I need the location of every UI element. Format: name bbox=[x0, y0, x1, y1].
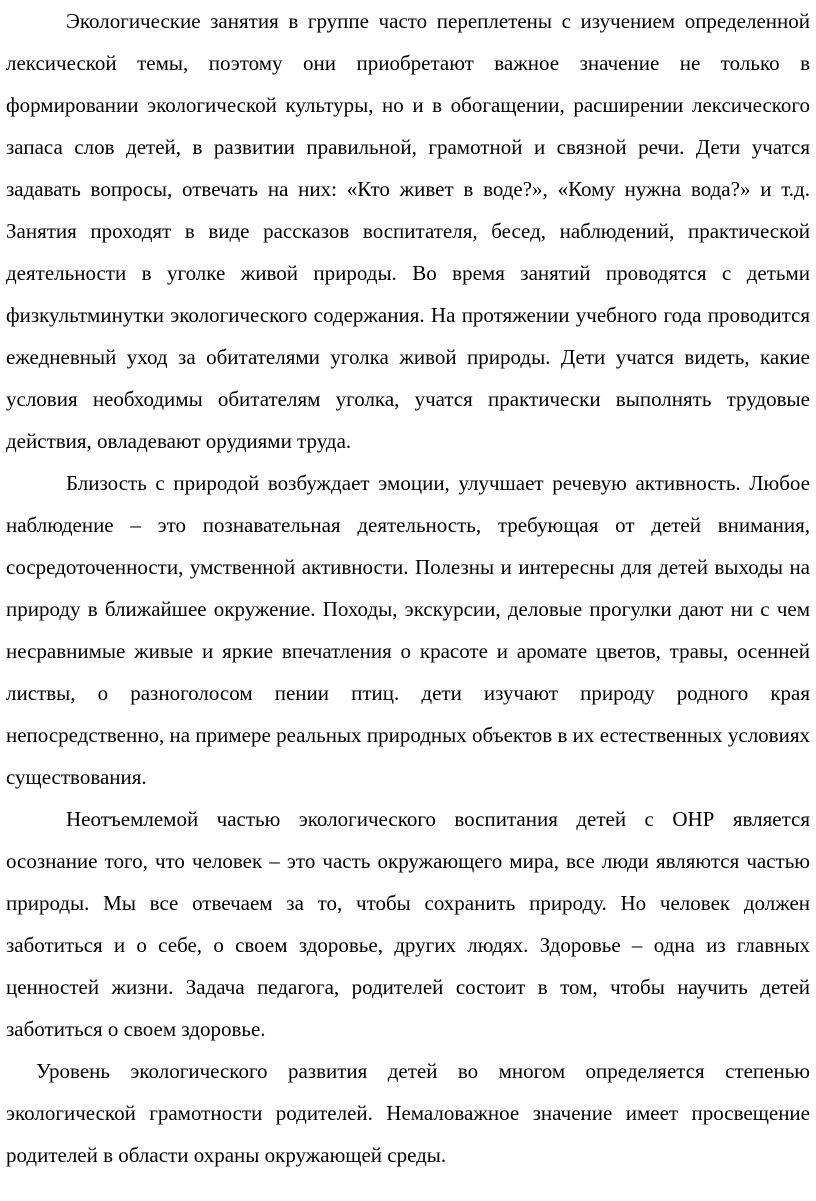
document-page bbox=[6, 0, 810, 1176]
paragraph-parents-literacy: Уровень экологического развития детей во многом определяется степенью экологической грамотности родителей. Немаловажное значение имеет просвещение родителей в области охраны окружающей среды. bbox=[6, 1059, 810, 1167]
paragraph-ecological-lessons: Экологические занятия в группе часто переплетены с изучением определенной лексической темы, поэтому они приобретают важное значение не только в формировании экологической культуры, но и в обогащении, расширении лексического запаса слов детей, в развитии правильной, грамотной и связной речи. Дети учатся задавать вопросы, отвечать на них: «Кто живет в воде?», «Кому нужна вода?» и т.д. Занятия проходят в виде рассказов воспитателя, бесед, наблюдений, практической деятельности в уголке живой природы. Во время занятий проводятся с детьми физкультминутки экологического содержания. На протяжении учебного года проводится ежедневный уход за обитателями уголка живой природы. Дети учатся видеть, какие условия необходимы обитателям уголка, учатся практически выполнять трудовые действия, овладевают орудиями труда. bbox=[6, 9, 810, 453]
paragraph-nature-closeness: Близость с природой возбуждает эмоции, улучшает речевую активность. Любое наблюдение – это познавательная деятельность, требующая от детей внимания, сосредоточенности, умственной активности. Полезны и интересны для детей выходы на природу в ближайшее окружение. Походы, экскурсии, деловые прогулки дают ни с чем несравнимые живые и яркие впечатления о красоте и аромате цветов, травы, осенней листвы, о разноголосом пении птиц. дети изучают природу родного края непосредственно, на примере реальных природных объектов в их естественных условиях существования. bbox=[6, 471, 810, 789]
paragraph-health-awareness: Неотъемлемой частью экологического воспитания детей с ОНР является осознание того, что человек – это часть окружающего мира, все люди являются частью природы. Мы все отвечаем за то, чтобы сохранить природу. Но человек должен заботиться и о себе, о своем здоровье, других людях. Здоровье – одна из главных ценностей жизни. Задача педагога, родителей состоит в том, чтобы научить детей заботиться о своем здоровье. bbox=[6, 807, 810, 1041]
